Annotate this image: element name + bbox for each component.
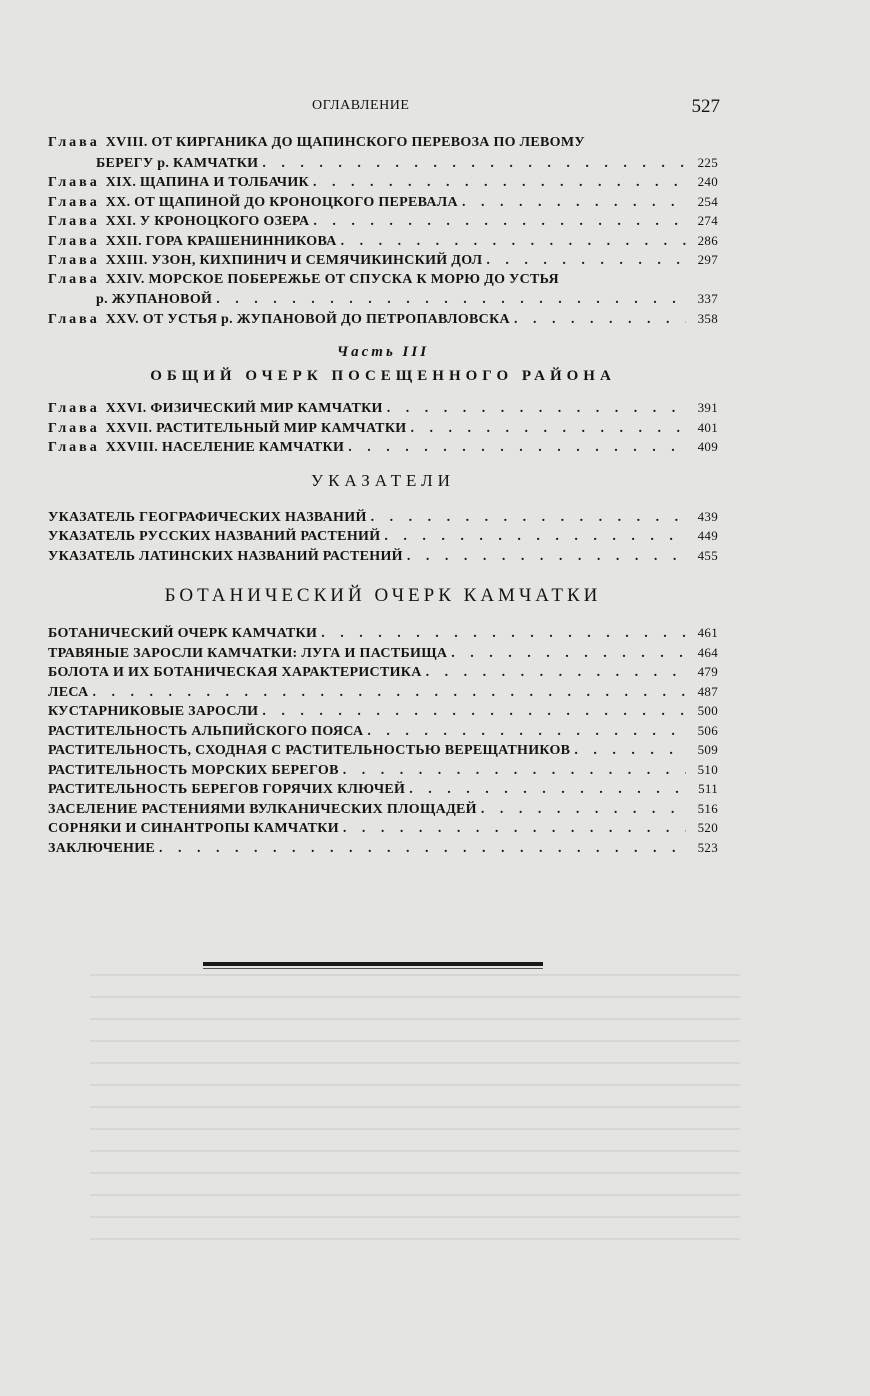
leader-dots (426, 665, 686, 681)
leader-dots (159, 841, 686, 857)
chapter-prefix: Глава (48, 135, 100, 150)
toc-entry-chapter-28 (48, 439, 718, 459)
entry-title: БОЛОТА И ИХ БОТАНИЧЕСКАЯ ХАРАКТЕРИСТИКА (48, 665, 422, 680)
toc-entry-botanical-6 (48, 723, 718, 743)
toc-entry-index-russian (48, 528, 718, 548)
toc-entry-chapter-21 (48, 213, 718, 233)
entry-page: 225 (697, 154, 718, 170)
entry-title: XXIII. УЗОН, КИХПИНИЧ И СЕМЯЧИКИНСКИЙ ДОЛ (105, 253, 483, 268)
entry-page: 516 (697, 800, 718, 816)
entry-title: XXVI. ФИЗИЧЕСКИЙ МИР КАМЧАТКИ (105, 401, 383, 416)
chapter-prefix: Глава (48, 311, 100, 327)
entry-page: 391 (697, 400, 718, 415)
toc-entry-botanical-8 (48, 762, 718, 782)
toc-entry-chapter-27 (48, 420, 718, 440)
toc-entry-chapter-20 (48, 194, 718, 214)
entry-title: XXV. ОТ УСТЬЯ р. ЖУПАНОВОЙ ДО ПЕТРОПАВЛОВСКА (105, 311, 510, 327)
part-subtitle: ОБЩИЙ ОЧЕРК ПОСЕЩЕННОГО РАЙОНА (150, 368, 616, 384)
entry-page: 461 (697, 625, 718, 640)
leader-dots (462, 195, 686, 211)
toc-entry-botanical-1 (48, 625, 718, 645)
toc-entry-chapter-22 (48, 233, 718, 253)
show-through-texture (90, 960, 740, 1240)
toc-entry-chapter-24-cont (48, 291, 718, 311)
entry-title: УКАЗАТЕЛЬ ЛАТИНСКИХ НАЗВАНИЙ РАСТЕНИЙ (48, 548, 403, 564)
entry-page: 449 (697, 528, 718, 543)
toc-entry-chapter-19 (48, 174, 718, 194)
toc-entry-botanical-12 (48, 840, 718, 860)
leader-dots (93, 685, 687, 701)
entry-page: 510 (697, 761, 718, 777)
entry-page: 240 (697, 174, 718, 189)
leader-dots (371, 510, 686, 526)
chapter-prefix: Глава (48, 175, 100, 190)
entry-title: РАСТИТЕЛЬНОСТЬ, СХОДНАЯ С РАСТИТЕЛЬНОСТЬЮ ВЕРЕЩАТНИКОВ (48, 743, 571, 758)
leader-dots (341, 234, 686, 250)
toc-entry-botanical-4 (48, 684, 718, 704)
entry-page: 455 (697, 547, 718, 563)
leader-dots (451, 646, 686, 662)
toc-entry-botanical-9 (48, 781, 718, 801)
leader-dots (574, 743, 686, 759)
leader-dots (481, 802, 686, 818)
toc-entry-chapter-26 (48, 400, 718, 420)
toc-entry-chapter-25 (48, 311, 718, 331)
entry-title: РАСТИТЕЛЬНОСТЬ АЛЬПИЙСКОГО ПОЯСА (48, 723, 364, 739)
leader-dots (387, 401, 686, 417)
entry-page: 464 (697, 644, 718, 660)
entry-title: ЛЕСА (48, 684, 89, 700)
toc-entry-botanical-5 (48, 703, 718, 723)
leader-dots (367, 724, 686, 740)
entry-title: XXVII. РАСТИТЕЛЬНЫЙ МИР КАМЧАТКИ (105, 420, 407, 436)
entry-page: 337 (697, 291, 718, 306)
toc-entry-botanical-11 (48, 820, 718, 840)
toc-entry-chapter-23 (48, 252, 718, 272)
toc-entry-chapter-24 (48, 272, 718, 292)
chapter-prefix: Глава (48, 194, 100, 210)
entry-title-cont: БЕРЕГУ р. КАМЧАТКИ (96, 155, 259, 171)
entry-page: 254 (697, 193, 718, 209)
leader-dots (216, 292, 686, 308)
toc-entry-botanical-2 (48, 645, 718, 665)
leader-dots (348, 440, 686, 456)
entry-page: 511 (698, 781, 718, 796)
leader-dots (262, 156, 686, 172)
chapter-prefix: Глава (48, 401, 100, 416)
entry-page: 439 (697, 508, 718, 524)
entry-title: БОТАНИЧЕСКИЙ ОЧЕРК КАМЧАТКИ (48, 626, 318, 641)
entry-title-cont: р. ЖУПАНОВОЙ (96, 292, 213, 307)
leader-dots (410, 421, 686, 437)
toc-entry-index-geo (48, 509, 718, 529)
entry-page: 297 (697, 252, 718, 267)
leader-dots (486, 253, 686, 269)
entry-page: 500 (697, 703, 718, 718)
leader-dots (343, 821, 686, 837)
chapter-prefix: Глава (48, 253, 100, 268)
indexes-title: УКАЗАТЕЛИ (311, 470, 455, 490)
entry-page: 479 (697, 664, 718, 679)
leader-dots (313, 214, 686, 230)
chapter-prefix: Глава (48, 233, 100, 249)
part-title: Часть III (336, 344, 430, 360)
leader-dots (407, 549, 686, 565)
entry-title: РАСТИТЕЛЬНОСТЬ МОРСКИХ БЕРЕГОВ (48, 762, 339, 778)
chapter-prefix: Глава (48, 271, 100, 287)
entry-title: ЗАКЛЮЧЕНИЕ (48, 840, 156, 856)
entry-page: 487 (697, 683, 718, 699)
entry-title: ТРАВЯНЫЕ ЗАРОСЛИ КАМЧАТКИ: ЛУГА И ПАСТБИЩА (48, 645, 448, 661)
entry-title: XX. ОТ ЩАПИНОЙ ДО КРОНОЦКОГО ПЕРЕВАЛА (105, 194, 458, 210)
botanical-title: БОТАНИЧЕСКИЙ ОЧЕРК КАМЧАТКИ (164, 585, 602, 606)
leader-dots (321, 626, 686, 642)
entry-title: УКАЗАТЕЛЬ ГЕОГРАФИЧЕСКИХ НАЗВАНИЙ (48, 509, 367, 525)
entry-title: XXIV. МОРСКОЕ ПОБЕРЕЖЬЕ ОТ СПУСКА К МОРЮ ДО УСТЬЯ (105, 271, 559, 287)
entry-page: 401 (697, 419, 718, 435)
leader-dots (262, 704, 686, 720)
entry-title: XXI. У КРОНОЦКОГО ОЗЕРА (105, 214, 310, 229)
leader-dots (384, 529, 686, 545)
entry-page: 520 (697, 820, 718, 835)
chapter-prefix: Глава (48, 420, 100, 436)
chapter-prefix: Глава (48, 214, 100, 229)
entry-page: 506 (697, 722, 718, 738)
toc-entry-chapter-18-cont (48, 155, 718, 175)
entry-title: СОРНЯКИ И СИНАНТРОПЫ КАМЧАТКИ (48, 821, 339, 836)
chapter-prefix: Глава (48, 440, 100, 455)
entry-title: XXVIII. НАСЕЛЕНИЕ КАМЧАТКИ (105, 440, 345, 455)
entry-title: XVIII. ОТ КИРГАНИКА ДО ЩАПИНСКОГО ПЕРЕВОЗА ПО ЛЕВОМУ (105, 135, 585, 150)
page-number: 527 (691, 96, 720, 117)
entry-page: 409 (697, 439, 718, 454)
closing-rule (203, 962, 543, 966)
toc-entry-botanical-10 (48, 801, 718, 821)
leader-dots (343, 763, 686, 779)
running-head: ОГЛАВЛЕНИЕ (312, 98, 410, 113)
entry-title: XXII. ГОРА КРАШЕНИННИКОВА (105, 233, 337, 249)
leader-dots (514, 312, 686, 328)
entry-page: 274 (697, 213, 718, 228)
toc-entry-botanical-7 (48, 742, 718, 762)
toc-entry-botanical-3 (48, 664, 718, 684)
leader-dots (409, 782, 686, 798)
entry-page: 509 (697, 742, 718, 757)
entry-title: ЗАСЕЛЕНИЕ РАСТЕНИЯМИ ВУЛКАНИЧЕСКИХ ПЛОЩАДЕЙ (48, 801, 477, 817)
entry-title: КУСТАРНИКОВЫЕ ЗАРОСЛИ (48, 704, 259, 719)
entry-title: РАСТИТЕЛЬНОСТЬ БЕРЕГОВ ГОРЯЧИХ КЛЮЧЕЙ (48, 782, 406, 797)
entry-title: XIX. ЩАПИНА И ТОЛБАЧИК (105, 175, 309, 190)
entry-page: 286 (697, 232, 718, 248)
leader-dots (313, 175, 686, 191)
entry-page: 523 (697, 839, 718, 855)
entry-title: УКАЗАТЕЛЬ РУССКИХ НАЗВАНИЙ РАСТЕНИЙ (48, 529, 381, 544)
entry-page: 358 (697, 310, 718, 326)
table-of-contents (48, 135, 718, 859)
toc-entry-index-latin (48, 548, 718, 568)
toc-entry-chapter-18 (48, 135, 718, 155)
